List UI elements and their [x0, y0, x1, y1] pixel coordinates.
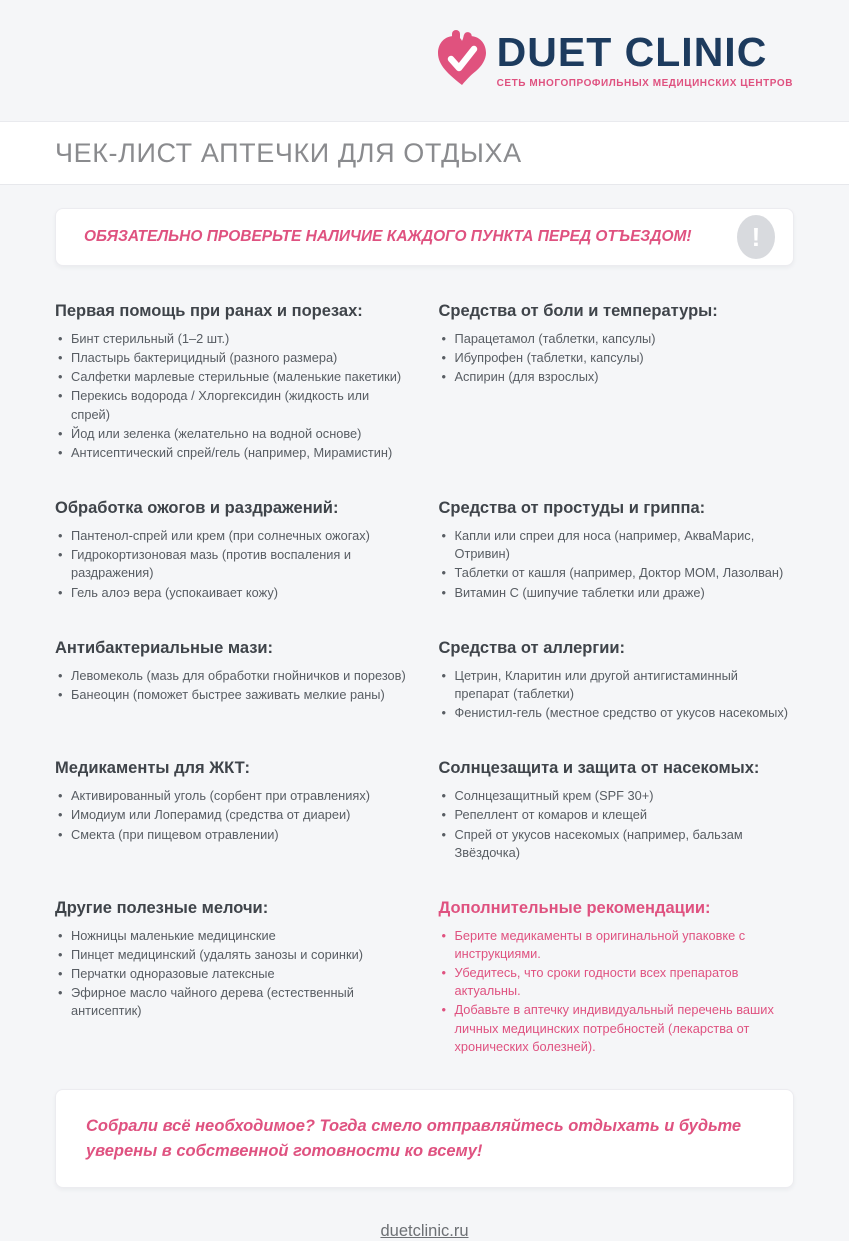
site-link[interactable]: duetclinic.ru [380, 1222, 469, 1241]
checklist-item: • Пантенол-спрей или крем (при солнечных ожогах) [55, 527, 411, 545]
section-allergy [439, 639, 795, 723]
checklist-item: • Эфирное масло чайного дерева (естественный антисептик) [55, 984, 411, 1020]
checklist [439, 527, 795, 602]
section-title: Антибактериальные мази: [55, 638, 274, 657]
checklist [439, 667, 795, 722]
checklist-item: • Пинцет медицинский (удалять занозы и соринки) [55, 946, 411, 964]
section-antibacterial [55, 639, 411, 723]
section-recommendations [439, 899, 795, 1057]
brand-tagline: СЕТЬ МНОГОПРОФИЛЬНЫХ МЕДИЦИНСКИХ ЦЕНТРОВ [496, 78, 793, 89]
checklist-item: • Йод или зеленка (желательно на водной основе) [55, 425, 411, 443]
section-gastro [55, 759, 411, 863]
checklist [55, 527, 411, 602]
checklist-grid [55, 302, 794, 1057]
checklist [55, 330, 411, 462]
checklist-item: • Перекись водорода / Хлоргексидин (жидкость или спрей) [55, 387, 411, 423]
exclamation-icon: ! [737, 215, 775, 259]
checklist [55, 927, 411, 1021]
checklist [55, 667, 411, 704]
section-title: Дополнительные рекомендации: [438, 898, 711, 917]
section-title: Средства от боли и температуры: [438, 302, 718, 320]
heart-check-icon [436, 29, 488, 92]
checklist-item: • Парацетамол (таблетки, капсулы) [439, 330, 795, 348]
section-title: Обработка ожогов и раздражений: [55, 499, 339, 518]
header [0, 0, 849, 122]
checklist-item: • Перчатки одноразовые латексные [55, 965, 411, 983]
checklist-item: • Аспирин (для взрослых) [439, 368, 795, 386]
section-burns [55, 499, 411, 603]
checklist-item: • Добавьте в аптечку индивидуальный перечень ваших личных медицинских потребностей (лекарства от хронических болезней). [439, 1001, 795, 1055]
section-cold-flu [439, 499, 795, 603]
checklist [439, 927, 795, 1056]
section-sun-insects [439, 759, 795, 863]
section-title: Солнцезащита и защита от насекомых: [438, 759, 760, 778]
footer [55, 1222, 794, 1241]
checklist-item: • Капли или спреи для носа (например, АкваМарис, Отривин) [439, 527, 795, 563]
checklist-item: • Смекта (при пищевом отравлении) [55, 826, 411, 844]
checklist-item: • Таблетки от кашля (например, Доктор МОМ, Лазолван) [439, 564, 795, 582]
title-band [0, 122, 849, 185]
checklist [439, 787, 795, 862]
checklist-item: • Репеллент от комаров и клещей [439, 806, 795, 824]
clinic-logo [436, 29, 793, 92]
section-title: Средства от простуды и гриппа: [438, 499, 706, 518]
checklist-item: • Спрей от укусов насекомых (например, бальзам Звёздочка) [439, 826, 795, 862]
checklist-item: • Бинт стерильный (1–2 шт.) [55, 330, 411, 348]
checklist [55, 787, 411, 843]
checklist [439, 330, 795, 386]
section-misc [55, 899, 411, 1057]
checklist-item: • Гидрокортизоновая мазь (против воспаления и раздражения) [55, 546, 411, 582]
checklist-item: • Пластырь бактерицидный (разного размера) [55, 349, 411, 367]
section-title: Первая помощь при ранах и порезах: [55, 302, 363, 320]
warning-card [55, 208, 794, 266]
checklist-item: • Активированный уголь (сорбент при отравлениях) [55, 787, 411, 805]
section-title: Другие полезные мелочи: [55, 898, 269, 917]
section-title: Средства от аллергии: [438, 638, 626, 657]
checklist-item: • Солнцезащитный крем (SPF 30+) [439, 787, 795, 805]
checklist-item: • Имодиум или Лоперамид (средства от диареи) [55, 806, 411, 824]
warning-text: ОБЯЗАТЕЛЬНО ПРОВЕРЬТЕ НАЛИЧИЕ КАЖДОГО ПУНКТА ПЕРЕД ОТЪЕЗДОМ! [84, 228, 692, 245]
closing-text: Собрали всё необходимое? Тогда смело отправляйтесь отдыхать и будьте уверены в собственной готовности ко всему! [86, 1116, 742, 1160]
section-pain-fever [439, 302, 795, 463]
closing-card [55, 1089, 794, 1189]
section-wounds [55, 302, 411, 463]
checklist-item: • Ибупрофен (таблетки, капсулы) [439, 349, 795, 367]
checklist-item: • Банеоцин (поможет быстрее заживать мелкие раны) [55, 686, 411, 704]
checklist-item: • Берите медикаменты в оригинальной упаковке с инструкциями. [439, 927, 795, 963]
main-content [0, 208, 849, 1241]
checklist-item: • Витамин C (шипучие таблетки или драже) [439, 584, 795, 602]
checklist-item: • Цетрин, Кларитин или другой антигистаминный препарат (таблетки) [439, 667, 795, 703]
checklist-item: • Гель алоэ вера (успокаивает кожу) [55, 584, 411, 602]
checklist-item: • Ножницы маленькие медицинские [55, 927, 411, 945]
page-title: ЧЕК-ЛИСТ АПТЕЧКИ ДЛЯ ОТДЫХА [55, 137, 522, 168]
checklist-item: • Антисептический спрей/гель (например, Мирамистин) [55, 444, 411, 462]
checklist-item: • Убедитесь, что сроки годности всех препаратов актуальны. [439, 964, 795, 1000]
section-title: Медикаменты для ЖКТ: [55, 759, 250, 778]
checklist-item: • Левомеколь (мазь для обработки гнойничков и порезов) [55, 667, 411, 685]
brand-name: DUET CLINIC [496, 29, 768, 75]
checklist-item: • Салфетки марлевые стерильные (маленькие пакетики) [55, 368, 411, 386]
checklist-item: • Фенистил-гель (местное средство от укусов насекомых) [439, 704, 795, 722]
